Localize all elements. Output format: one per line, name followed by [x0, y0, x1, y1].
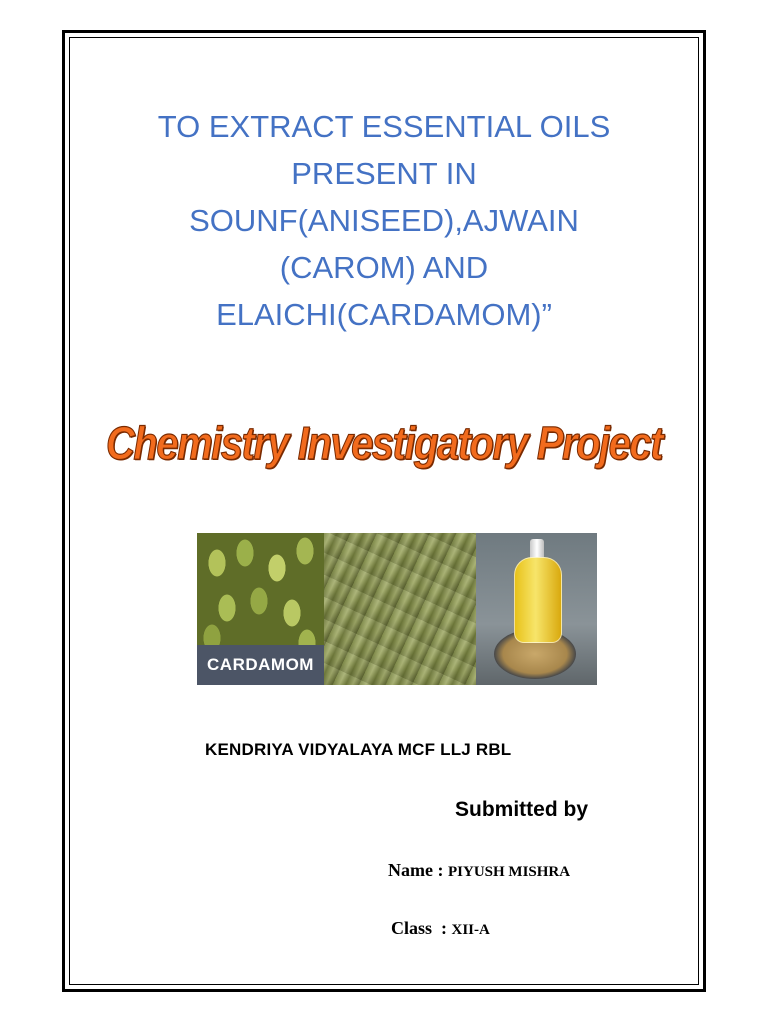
- class-value: XII-A: [451, 922, 490, 938]
- fennel-seeds-photo: [324, 533, 476, 685]
- photo-strip: [197, 533, 597, 685]
- submitted-by-heading: Submitted by: [455, 798, 589, 821]
- cardamom-photo: [197, 533, 324, 685]
- name-value: PIYUSH MISHRA: [447, 864, 571, 880]
- title-line-4: (CAROM) AND: [279, 250, 489, 285]
- oil-bottle-photo: [476, 533, 597, 685]
- cardamom-label: CARDAMOM: [197, 645, 324, 685]
- class-line: [391, 918, 490, 939]
- title-line-2: PRESENT IN: [291, 156, 477, 191]
- class-label: Class :: [391, 918, 452, 938]
- title-line-5: ELAICHI(CARDAMOM)”: [216, 297, 552, 332]
- name-line: [388, 860, 570, 881]
- project-heading: Chemistry Investigatory Project: [106, 418, 662, 470]
- oil-bottle: [514, 557, 562, 643]
- title-line-1: TO EXTRACT ESSENTIAL OILS: [157, 109, 611, 144]
- name-label: Name :: [388, 860, 448, 880]
- project-title: [62, 103, 706, 338]
- school-name: KENDRIYA VIDYALAYA MCF LLJ RBL: [205, 740, 512, 759]
- title-line-3: SOUNF(ANISEED),AJWAIN: [189, 203, 579, 238]
